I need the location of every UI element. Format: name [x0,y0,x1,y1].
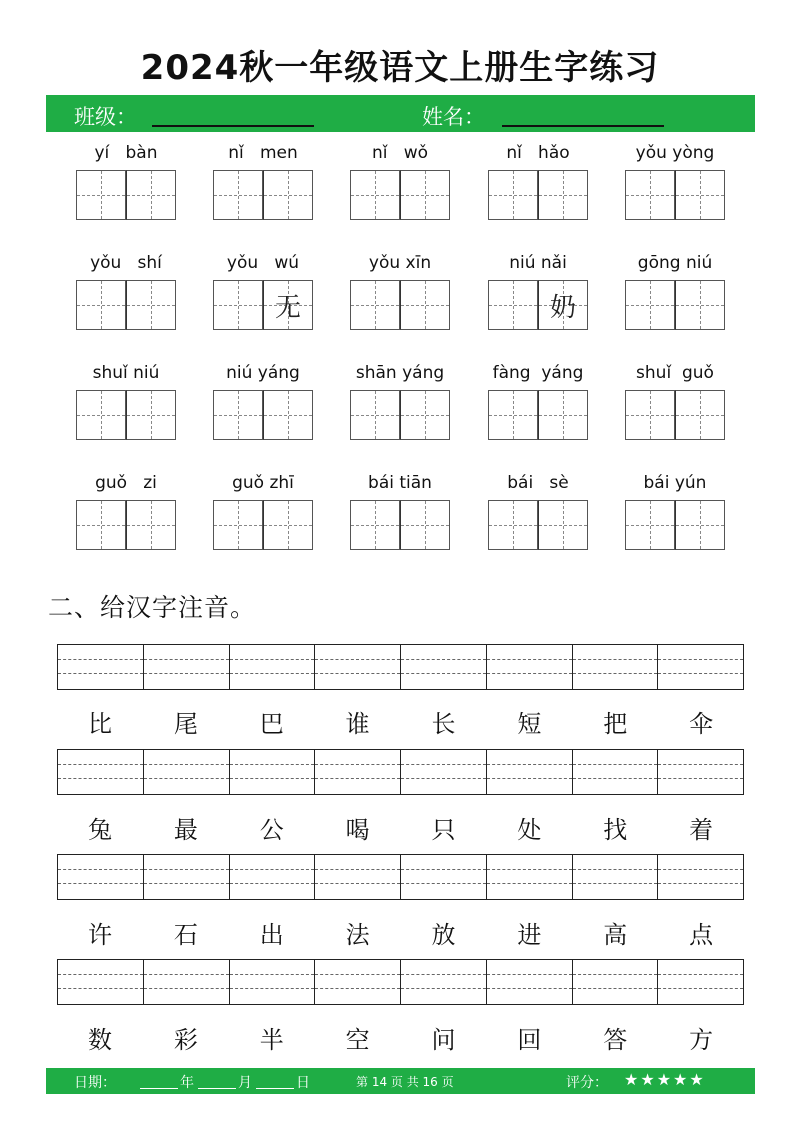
word-pinyin: yǒu shí [90,253,162,273]
pinyin-writing-cell[interactable] [400,960,486,1004]
character-row [57,704,744,739]
practice-character: 方 [689,1026,714,1054]
word-pinyin: bái yún [643,473,707,493]
practice-character: 放 [431,921,456,949]
pinyin-writing-cell[interactable] [572,960,658,1004]
tianzige-square[interactable] [263,280,313,330]
tianzige-square[interactable] [675,500,725,550]
practice-character: 空 [345,1026,370,1054]
practice-character: 比 [87,710,112,738]
word-item [625,363,725,463]
date-label: 日期： [74,1075,116,1091]
character-row [57,915,744,950]
pinyin-writing-cell[interactable] [58,750,143,794]
tianzige-square[interactable] [350,390,400,440]
pinyin-writing-cell[interactable] [657,960,743,1004]
word-item [350,253,450,353]
tianzige-square[interactable] [76,390,126,440]
practice-character: 进 [517,921,542,949]
pinyin-writing-cell[interactable] [572,855,658,899]
tianzige-box[interactable] [350,390,450,440]
score-stars: ★★★★★ [624,1070,706,1089]
tianzige-square[interactable] [538,500,588,550]
word-pinyin: niú nǎi [509,253,567,273]
word-item [76,473,176,573]
pinyin-writing-cell[interactable] [143,960,229,1004]
tianzige-square[interactable] [400,500,450,550]
practice-character: 彩 [173,1026,198,1054]
practice-character: 数 [87,1026,112,1054]
character-row [57,810,744,845]
tianzige-square[interactable] [400,170,450,220]
tianzige-square[interactable] [400,390,450,440]
word-pinyin: yǒu yòng [635,143,715,163]
tianzige-square[interactable] [675,280,725,330]
word-item [213,363,313,463]
pinyin-writing-row [57,959,744,1005]
month-blank [198,1088,236,1089]
tianzige-square[interactable] [126,280,176,330]
tianzige-square[interactable] [76,170,126,220]
word-pinyin: guǒ zhī [232,473,294,493]
word-pinyin: nǐ men [228,143,298,163]
word-pinyin: bái sè [507,473,569,493]
tianzige-box[interactable] [488,170,588,220]
practice-character: 谁 [345,710,370,738]
tianzige-box[interactable] [76,280,176,330]
practice-character: 公 [259,816,284,844]
page-number: 第 14 页 共 16 页 [356,1075,454,1089]
pinyin-writing-cell[interactable] [229,750,315,794]
practice-character: 巴 [259,710,284,738]
word-pinyin: guǒ zi [95,473,157,493]
tianzige-square[interactable] [126,500,176,550]
word-item [213,473,313,573]
word-pinyin: nǐ wǒ [371,143,428,163]
tianzige-box[interactable] [350,500,450,550]
practice-character: 着 [689,816,714,844]
word-item [350,473,450,573]
tianzige-square[interactable] [76,280,126,330]
pinyin-writing-cell[interactable] [314,750,400,794]
practice-character: 最 [173,816,198,844]
tianzige-square[interactable] [625,280,675,330]
score-label: 评分： [566,1075,608,1091]
word-item [76,143,176,243]
pinyin-writing-cell[interactable] [314,855,400,899]
tianzige-square[interactable] [213,390,263,440]
tianzige-box[interactable] [625,280,725,330]
tianzige-box[interactable] [76,390,176,440]
word-item [213,143,313,243]
tianzige-box[interactable] [625,500,725,550]
word-item [76,253,176,353]
practice-character: 找 [603,816,628,844]
tianzige-square[interactable] [625,500,675,550]
word-item [488,143,588,243]
word-item [488,473,588,573]
practice-character: 兔 [87,816,112,844]
word-pinyin: yí bàn [94,143,158,163]
tianzige-square[interactable] [350,500,400,550]
character-row [57,1020,744,1055]
tianzige-square[interactable] [625,390,675,440]
tianzige-box[interactable] [488,280,588,330]
word-pinyin: yǒu xīn [368,253,432,273]
tianzige-square[interactable] [213,170,263,220]
page-title: 2024秋一年级语文上册生字练习 [140,48,660,88]
word-pinyin: bái tiān [368,473,432,493]
year-label: 年 [180,1075,194,1091]
tianzige-square[interactable] [350,170,400,220]
practice-character: 处 [517,816,542,844]
word-pinyin: shuǐ niú [92,363,160,383]
day-blank [256,1088,294,1089]
tianzige-square[interactable] [400,280,450,330]
tianzige-square[interactable] [263,500,313,550]
word-pinyin: shuǐ guǒ [636,363,714,383]
pinyin-writing-row [57,644,744,690]
tianzige-square[interactable] [675,390,725,440]
pinyin-writing-cell[interactable] [400,855,486,899]
word-item [488,253,588,353]
pinyin-writing-cell[interactable] [400,645,486,689]
word-item [350,363,450,463]
tianzige-box[interactable] [213,390,313,440]
pinyin-writing-cell[interactable] [58,855,143,899]
practice-character: 出 [259,921,284,949]
practice-character: 短 [517,710,542,738]
tianzige-square[interactable] [675,170,725,220]
pinyin-writing-cell[interactable] [400,750,486,794]
practice-character: 伞 [689,710,714,738]
tianzige-square[interactable] [538,170,588,220]
tianzige-square[interactable] [350,280,400,330]
practice-character: 长 [431,710,456,738]
word-pinyin: niú yáng [226,363,300,383]
practice-character: 回 [517,1026,542,1054]
footer-bar [46,1068,755,1094]
pinyin-writing-cell[interactable] [58,645,143,689]
word-pinyin: yǒu wú [226,253,300,273]
tianzige-box[interactable] [350,280,450,330]
practice-character: 石 [173,921,198,949]
practice-character: 答 [603,1026,628,1054]
pinyin-writing-cell[interactable] [143,750,229,794]
tianzige-square[interactable] [538,280,588,330]
pinyin-writing-cell[interactable] [572,645,658,689]
tianzige-square[interactable] [538,390,588,440]
pinyin-writing-cell[interactable] [143,645,229,689]
word-pinyin: gōng niú [637,253,713,273]
tianzige-square[interactable] [488,280,538,330]
word-item [625,253,725,353]
pinyin-writing-cell[interactable] [486,645,572,689]
pinyin-writing-cell[interactable] [486,750,572,794]
practice-character: 法 [345,921,370,949]
tianzige-box[interactable] [213,170,313,220]
section-2-title: 二、给汉字注音。 [48,593,257,622]
pinyin-writing-cell[interactable] [486,855,572,899]
practice-character: 问 [431,1026,456,1054]
tianzige-square[interactable] [488,500,538,550]
pinyin-writing-cell[interactable] [314,645,400,689]
practice-character: 尾 [173,710,198,738]
word-item [350,143,450,243]
class-label: 班级： [74,105,137,129]
tianzige-box[interactable] [76,170,176,220]
tianzige-box[interactable] [488,500,588,550]
tianzige-box[interactable] [625,390,725,440]
hint-character: 无 [274,292,301,323]
pinyin-writing-row [57,749,744,795]
pinyin-writing-cell[interactable] [572,750,658,794]
pinyin-writing-cell[interactable] [229,855,315,899]
tianzige-square[interactable] [213,500,263,550]
hint-character: 奶 [549,292,576,323]
tianzige-square[interactable] [126,170,176,220]
tianzige-square[interactable] [126,390,176,440]
tianzige-square[interactable] [488,390,538,440]
word-item [213,253,313,353]
word-pinyin: shān yáng [355,363,445,383]
tianzige-square[interactable] [213,280,263,330]
pinyin-writing-cell[interactable] [229,960,315,1004]
pinyin-writing-cell[interactable] [314,960,400,1004]
word-pinyin: nǐ hǎo [506,143,570,163]
tianzige-square[interactable] [488,170,538,220]
tianzige-box[interactable] [213,500,313,550]
practice-character: 高 [603,921,628,949]
word-item [488,363,588,463]
month-label: 月 [238,1075,252,1091]
tianzige-square[interactable] [76,500,126,550]
word-item [76,363,176,463]
pinyin-writing-cell[interactable] [657,750,743,794]
pinyin-writing-cell[interactable] [657,855,743,899]
practice-character: 喝 [345,816,370,844]
pinyin-writing-cell[interactable] [143,855,229,899]
name-label: 姓名： [422,105,485,129]
pinyin-writing-cell[interactable] [58,960,143,1004]
practice-character: 只 [431,816,456,844]
year-blank [140,1088,178,1089]
word-item [625,473,725,573]
tianzige-box[interactable] [625,170,725,220]
pinyin-writing-cell[interactable] [229,645,315,689]
tianzige-box[interactable] [213,280,313,330]
word-pinyin: fàng yáng [492,363,584,383]
pinyin-writing-cell[interactable] [486,960,572,1004]
tianzige-square[interactable] [263,170,313,220]
tianzige-box[interactable] [488,390,588,440]
tianzige-square[interactable] [263,390,313,440]
practice-character: 把 [603,710,628,738]
practice-character: 许 [87,921,112,949]
practice-character: 点 [689,921,714,949]
practice-character: 半 [259,1026,284,1054]
pinyin-writing-row [57,854,744,900]
tianzige-square[interactable] [625,170,675,220]
pinyin-writing-cell[interactable] [657,645,743,689]
tianzige-box[interactable] [76,500,176,550]
day-label: 日 [296,1075,310,1091]
tianzige-box[interactable] [350,170,450,220]
word-item [625,143,725,243]
